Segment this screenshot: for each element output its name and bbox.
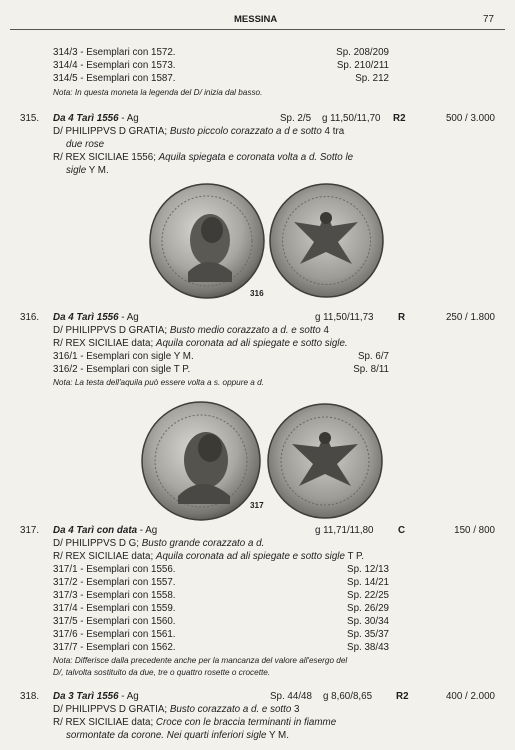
obverse-line: [53, 126, 344, 137]
obverse-description: Busto grande corazzato a d.: [141, 538, 265, 549]
obverse-line-2: due rose: [66, 139, 105, 150]
obverse-legend: D/ PHILIPPVS D GRATIA;: [53, 704, 170, 715]
reverse-legend: R/ REX SICILIAE 1556;: [53, 152, 159, 163]
price: 250 / 1.800: [445, 312, 495, 323]
running-header: MESSINA: [234, 14, 278, 25]
entry-metal: - Ag: [118, 691, 139, 702]
weight: g 11,50/11,73: [315, 312, 374, 323]
list-item: 316/1 - Esemplari con sigle Y M.: [53, 351, 194, 362]
list-item-ref: Sp. 210/211: [336, 60, 389, 71]
note: Nota: Differisce dalla precedente anche per la mancanza del valore all'esergo del: [53, 656, 348, 665]
entry-title: Da 4 Tarì con data: [53, 525, 138, 536]
reverse-line: [53, 152, 353, 163]
obverse-line: [53, 538, 264, 549]
rarity: R: [398, 312, 406, 323]
reverse-line: [53, 717, 336, 728]
entry-title: Da 4 Tarì 1556: [53, 312, 119, 323]
price: 400 / 2.000: [445, 691, 495, 702]
weight: g 11,71/11,80: [315, 525, 374, 536]
obverse-line: [53, 325, 329, 336]
obverse-legend: D/ PHILIPPVS D GRATIA;: [53, 325, 170, 336]
list-item-ref: Sp. 38/43: [347, 642, 389, 653]
list-item: 317/6 - Esemplari con 1561.: [53, 629, 176, 640]
weight: g 8,60/8,65: [323, 691, 373, 702]
list-item: 317/7 - Esemplari con 1562.: [53, 642, 176, 653]
entry-number: 318.: [20, 691, 40, 702]
coin-317-obverse-image: [140, 400, 262, 522]
list-item-ref: Sp. 35/37: [347, 629, 389, 640]
reverse-tail: Y M.: [86, 165, 109, 176]
reverse-legend: R/ REX SICILIAE data;: [53, 717, 156, 728]
figure-label: 316: [250, 289, 264, 298]
reverse-legend: R/ REX SICILIAE data;: [53, 338, 156, 349]
list-item-ref: Sp. 6/7: [357, 351, 389, 362]
reverse-description: Aquila coronata ad ali spiegate e sotto sigle.: [155, 338, 348, 349]
reverse-line: [53, 551, 364, 562]
rarity: R2: [393, 113, 406, 124]
list-item-ref: Sp. 208/209: [336, 47, 389, 58]
coin-317-reverse-image: [266, 402, 384, 520]
list-item-ref: Sp. 14/21: [347, 577, 389, 588]
figure-label: 317: [250, 501, 264, 510]
entry-title-line: [53, 312, 139, 323]
entry-title: Da 3 Tarì 1556: [53, 691, 119, 702]
obverse-description: Busto medio corazzato a d. e sotto: [169, 325, 321, 336]
rarity: C: [398, 525, 406, 536]
price: 500 / 3.000: [445, 113, 495, 124]
note: Nota: In questa moneta la legenda del D/ inizia dal basso.: [53, 88, 263, 97]
reverse-description-2: sigle: [66, 165, 87, 176]
header-rule: [10, 29, 505, 30]
entry-title: Da 4 Tarì 1556: [53, 113, 119, 124]
obverse-tail: 3: [291, 704, 300, 715]
list-item: 317/5 - Esemplari con 1560.: [53, 616, 176, 627]
list-item: 314/5 - Esemplari con 1587.: [53, 73, 176, 84]
weight: g 11,50/11,70: [322, 113, 381, 124]
price: 150 / 800: [454, 525, 495, 536]
list-item-ref: Sp. 30/34: [347, 616, 389, 627]
entry-title-line: [53, 525, 157, 536]
entry-metal: - Ag: [118, 113, 139, 124]
obverse-legend: D/ PHILIPPVS D G;: [53, 538, 142, 549]
obverse-tail: 4: [320, 325, 329, 336]
obverse-tail: 4 tra: [321, 126, 345, 137]
reverse-tail: T P.: [344, 551, 364, 562]
list-item: 317/1 - Esemplari con 1556.: [53, 564, 176, 575]
catalog-ref: Sp. 2/5: [280, 113, 312, 124]
list-item: 317/4 - Esemplari con 1559.: [53, 603, 176, 614]
list-item-ref: Sp. 212: [355, 73, 389, 84]
obverse-legend: D/ PHILIPPVS D GRATIA;: [53, 126, 170, 137]
note: Nota: La testa dell'aquila può essere volta a s. oppure a d.: [53, 378, 264, 387]
list-item: 317/2 - Esemplari con 1557.: [53, 577, 176, 588]
list-item: 314/3 - Esemplari con 1572.: [53, 47, 176, 58]
list-item-ref: Sp. 8/11: [353, 364, 389, 375]
catalog-ref: Sp. 44/48: [270, 691, 312, 702]
reverse-line-2: [66, 165, 109, 176]
reverse-description: Aquila spiegata e coronata volta a d. Sotto le: [158, 152, 354, 163]
entry-number: 316.: [20, 312, 40, 323]
reverse-description: Aquila coronata ad ali spiegate e sotto sigle: [155, 551, 345, 562]
reverse-legend: R/ REX SICILIAE data;: [53, 551, 156, 562]
page-number: 77: [483, 14, 494, 25]
reverse-description-2: sormontate da corone. Nei quarti inferiori sigle: [66, 730, 267, 741]
list-item-ref: Sp. 22/25: [347, 590, 389, 601]
list-item: 317/3 - Esemplari con 1558.: [53, 590, 176, 601]
note-line-2: D/, talvolta sostituito da due, tre o quattro rosette o crocette.: [53, 668, 271, 677]
obverse-description: Busto piccolo corazzato a d e sotto: [169, 126, 322, 137]
entry-number: 317.: [20, 525, 40, 536]
entry-number: 315.: [20, 113, 40, 124]
list-item-ref: Sp. 12/13: [347, 564, 389, 575]
obverse-description: Busto corazzato a d. e sotto: [169, 704, 292, 715]
entry-metal: - Ag: [118, 312, 139, 323]
reverse-line: [53, 338, 348, 349]
list-item: 314/4 - Esemplari con 1573.: [53, 60, 176, 71]
entry-title-line: [53, 691, 139, 702]
reverse-tail: Y M.: [266, 730, 289, 741]
coin-316-reverse-image: [268, 182, 385, 299]
reverse-line-2: [66, 730, 289, 741]
coin-316-obverse-image: [148, 182, 266, 300]
entry-title-line: [53, 113, 139, 124]
rarity: R2: [396, 691, 409, 702]
list-item-ref: Sp. 26/29: [347, 603, 389, 614]
obverse-line: [53, 704, 300, 715]
list-item: 316/2 - Esemplari con sigle T P.: [53, 364, 191, 375]
entry-metal: - Ag: [137, 525, 158, 536]
reverse-description: Croce con le braccia terminanti in fiamme: [155, 717, 337, 728]
